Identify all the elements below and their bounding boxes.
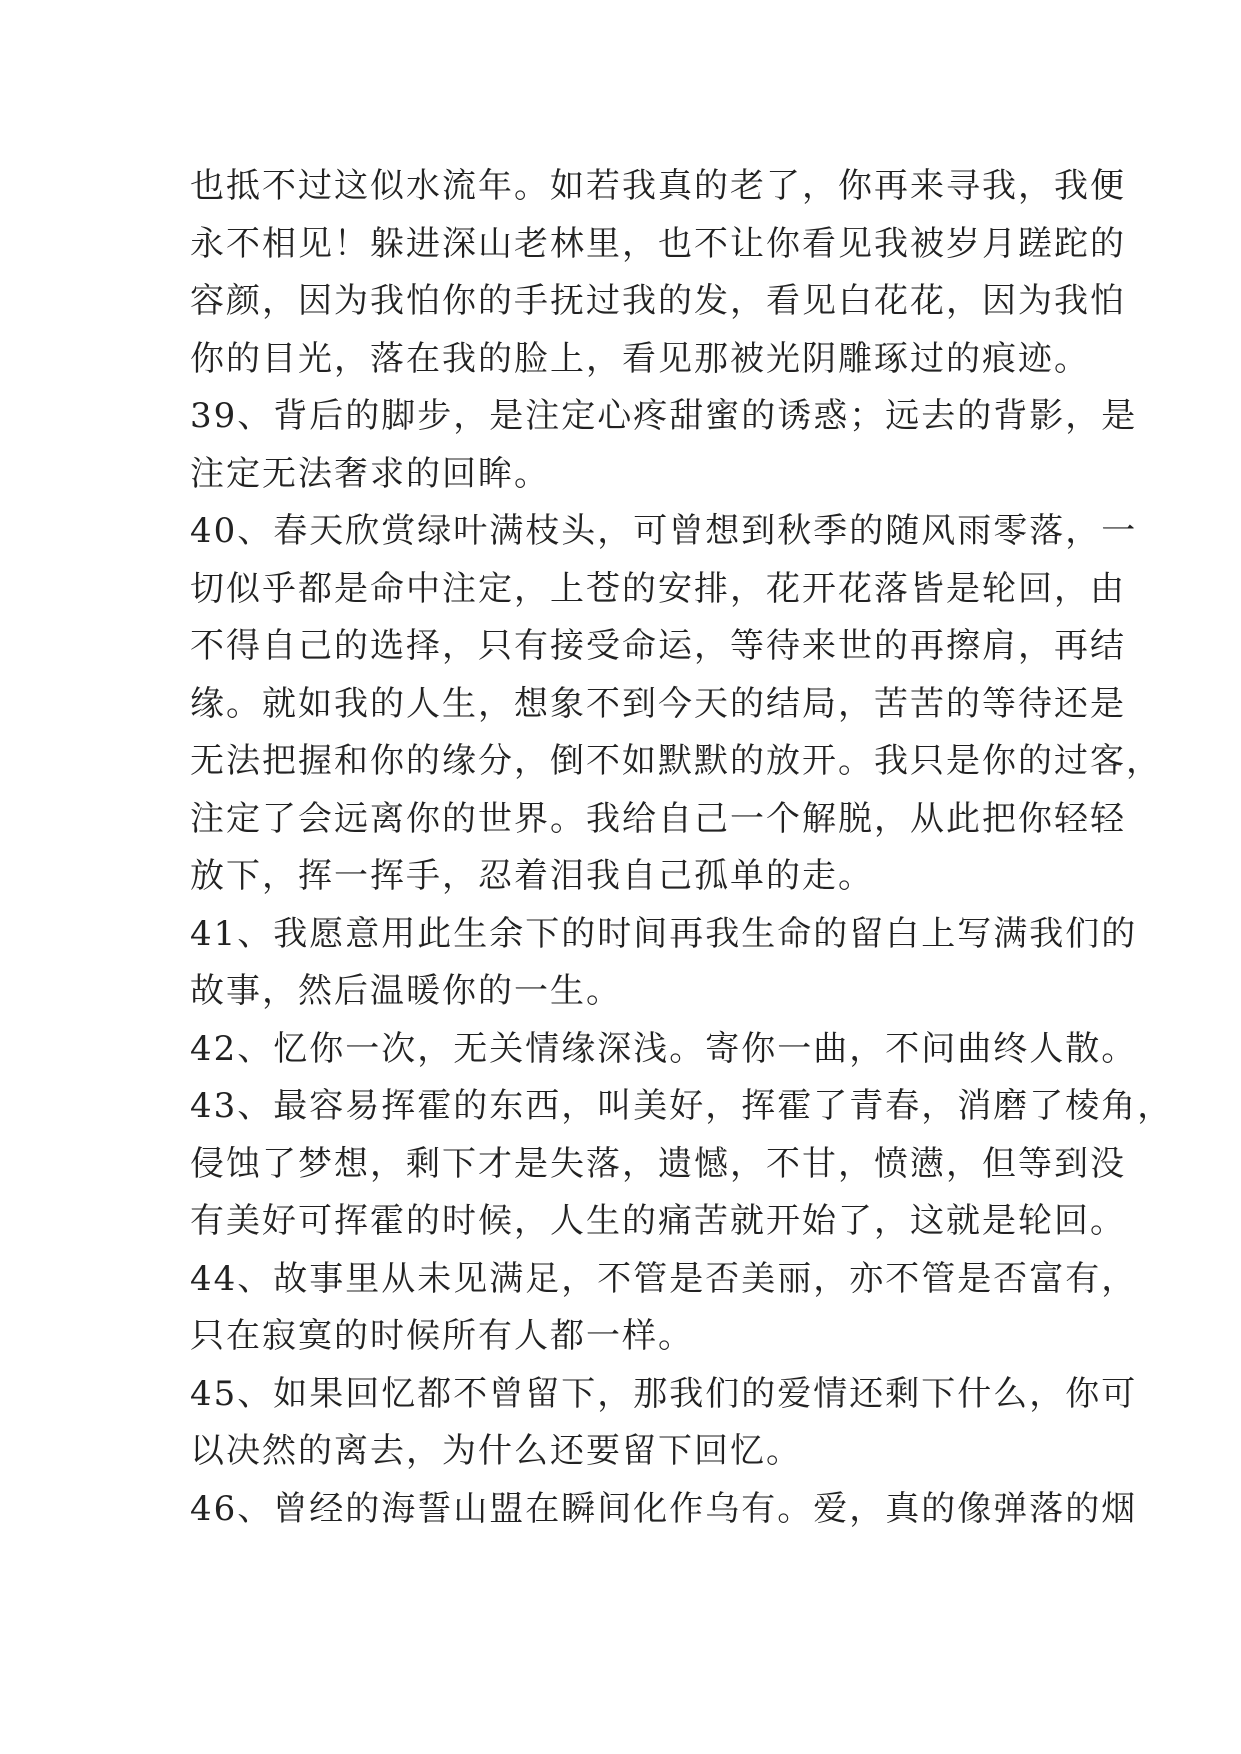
text-line: 42、忆你一次，无关情缘深浅。寄你一曲，不问曲终人散。 — [190, 1028, 1138, 1069]
text-line: 40、春天欣赏绿叶满枝头，可曾想到秋季的随风雨零落，一 — [190, 511, 1138, 551]
text-line: 你的目光，落在我的脸上，看见那被光阴雕琢过的痕迹。 — [190, 338, 1090, 379]
text-line: 放下，挥一挥手，忍着泪我自己孤单的走。 — [190, 856, 874, 896]
text-line: 不得自己的选择，只有接受命运，等待来世的再擦肩，再结 — [190, 626, 1126, 666]
text-line: 永不相见！躲进深山老林里，也不让你看见我被岁月蹉跎的 — [190, 223, 1126, 264]
text-line: 无法把握和你的缘分，倒不如默默的放开。我只是你的过客， — [190, 741, 1162, 781]
text-line: 容颜，因为我怕你的手抚过我的发，看见白花花，因为我怕 — [190, 281, 1126, 321]
text-line: 41、我愿意用此生余下的时间再我生命的留白上写满我们的 — [190, 913, 1138, 954]
text-line: 注定了会远离你的世界。我给自己一个解脱，从此把你轻轻 — [190, 798, 1126, 839]
text-line: 39、背后的脚步，是注定心疼甜蜜的诱惑；远去的背影，是 — [190, 396, 1138, 436]
text-line: 有美好可挥霍的时候，人生的痛苦就开始了，这就是轮回。 — [190, 1201, 1126, 1241]
text-line: 以决然的离去，为什么还要留下回忆。 — [190, 1431, 802, 1471]
text-line: 注定无法奢求的回眸。 — [190, 453, 550, 494]
text-line: 46、曾经的海誓山盟在瞬间化作乌有。爱，真的像弹落的烟 — [190, 1488, 1138, 1529]
text-line: 45、如果回忆都不曾留下，那我们的爱情还剩下什么，你可 — [190, 1373, 1138, 1414]
text-line: 切似乎都是命中注定，上苍的安排，花开花落皆是轮回，由 — [190, 568, 1126, 609]
text-line: 故事，然后温暖你的一生。 — [190, 971, 622, 1011]
document-body — [190, 158, 1174, 1538]
text-line: 也抵不过这似水流年。如若我真的老了，你再来寻我，我便 — [190, 166, 1126, 206]
text-line: 缘。就如我的人生，想象不到今天的结局，苦苦的等待还是 — [190, 683, 1126, 724]
text-line: 43、最容易挥霍的东西，叫美好，挥霍了青春，消磨了棱角， — [190, 1086, 1174, 1126]
text-line: 44、故事里从未见满足，不管是否美丽，亦不管是否富有， — [190, 1258, 1138, 1299]
text-line: 侵蚀了梦想，剩下才是失落，遗憾，不甘，愤懑，但等到没 — [190, 1143, 1126, 1184]
text-line: 只在寂寞的时候所有人都一样。 — [190, 1316, 694, 1356]
